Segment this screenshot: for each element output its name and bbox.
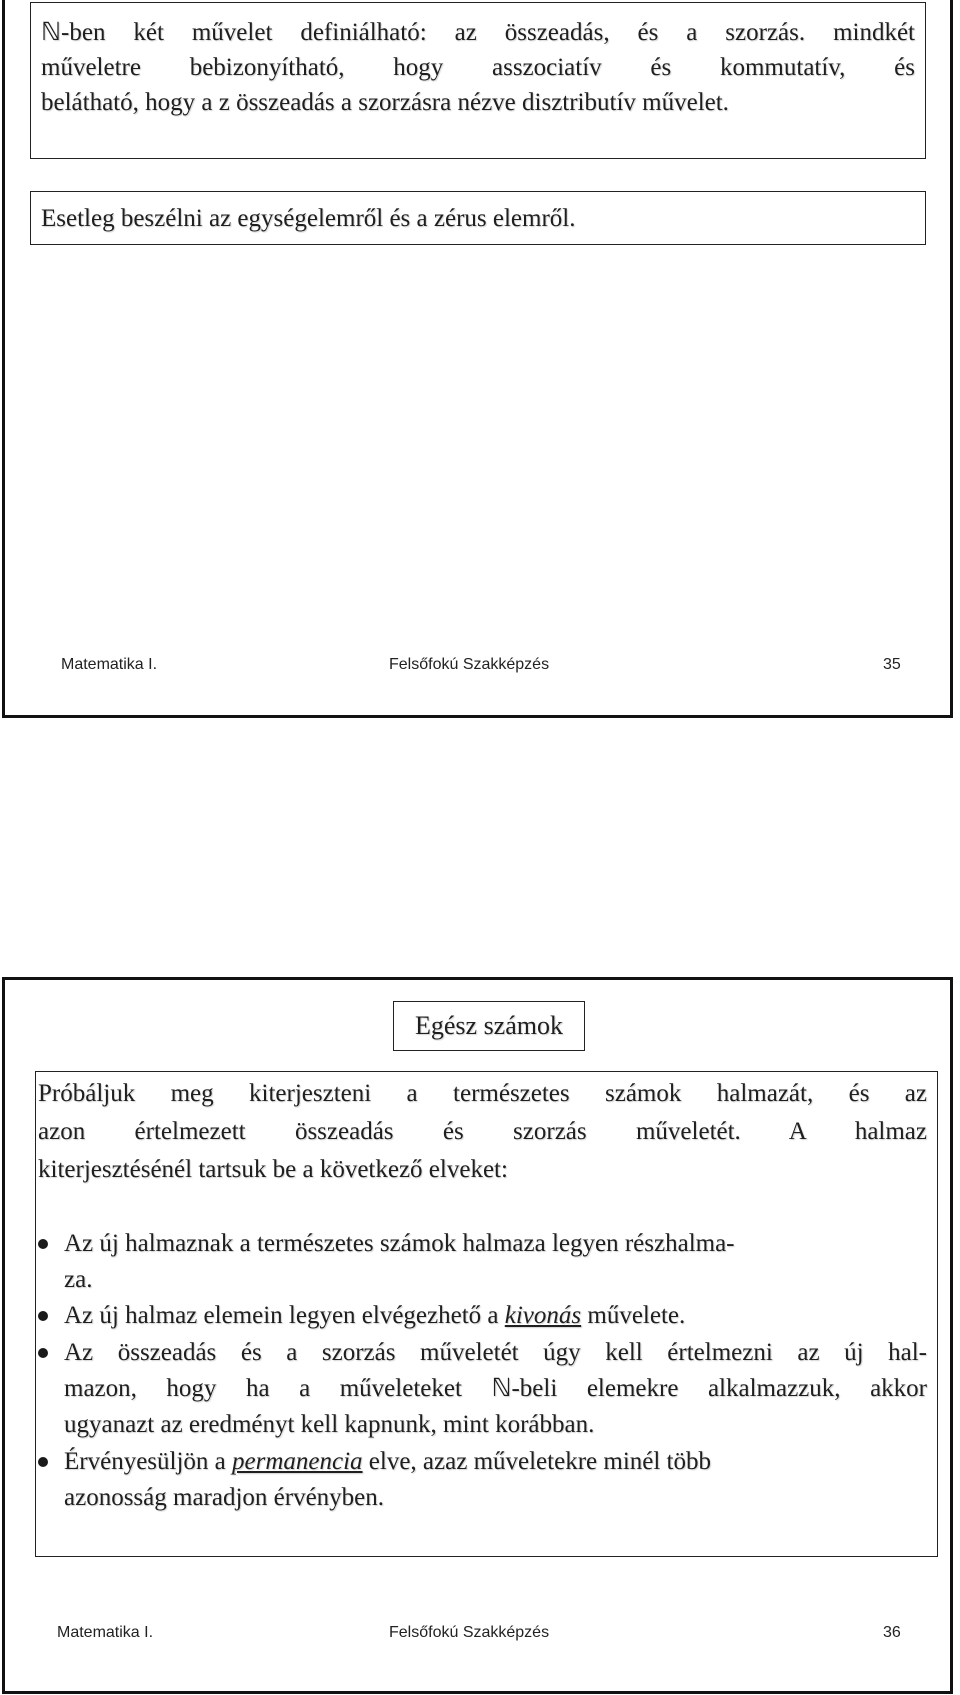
slide-title: Egész számok [414, 1011, 563, 1040]
list-item-text: Érvényesüljön a [64, 1448, 233, 1475]
text-line: ℕ-ben két művelet definiálható: az összeadás, és a szorzás. mindkét [41, 19, 915, 46]
bullet-dot [38, 1311, 48, 1321]
list-item-line: za. [64, 1266, 93, 1293]
text-line: Esetleg beszélni az egységelemről és a zérus elemről. [41, 205, 576, 232]
bullet-dot [38, 1348, 48, 1358]
page-number: 35 [883, 656, 901, 673]
footer-course: Matematika I. [61, 656, 158, 673]
list-item-line: mazon, hogy ha a műveleteket ℕ-beli elemekre alkalmazzuk, akkor [64, 1375, 927, 1402]
list-item-line: Az új halmaznak a természetes számok halmaza legyen részhalma- [64, 1230, 735, 1257]
intro-line: kiterjesztésénél tartsuk be a következő elveket: [38, 1156, 508, 1183]
bullet-dot [38, 1239, 48, 1249]
footer-institution: Felsőfokú Szakképzés [389, 1624, 550, 1641]
intro-line: Próbáljuk meg kiterjeszteni a természetes számok halmazát, és az [38, 1080, 927, 1107]
slide-36 [2, 977, 953, 1694]
list-item [64, 1444, 927, 1480]
text-box-note [30, 191, 926, 245]
bullet-dot [38, 1457, 48, 1467]
text-box-operations [30, 2, 926, 159]
slide-body [35, 1071, 938, 1557]
list-item-text: elve, azaz műveletekre minél több [362, 1448, 711, 1475]
list-item-line: azonosság maradjon érvényben. [64, 1484, 385, 1511]
intro-line: azon értelmezett összeadás és szorzás műveletét. A halmaz [38, 1118, 927, 1145]
slide-35 [2, 0, 953, 718]
footer-course: Matematika I. [57, 1624, 154, 1641]
list-item [64, 1298, 685, 1334]
text-line: műveletre bebizonyítható, hogy asszociatív és kommutatív, és [41, 54, 915, 81]
list-item-text: művelete. [581, 1302, 686, 1329]
term-kivonas: kivonás [504, 1302, 582, 1329]
list-item-line: Az összeadás és a szorzás műveletét úgy kell értelmezni az új hal- [64, 1339, 927, 1366]
page-number: 36 [883, 1624, 901, 1641]
list-item-line: ugyanazt az eredményt kell kapnunk, mint korábban. [64, 1411, 595, 1438]
slide-title-box [393, 1001, 585, 1051]
term-permanencia: permanencia [232, 1448, 363, 1475]
list-item-text: Az új halmaz elemein legyen elvégezhető a [64, 1302, 505, 1329]
text-line: belátható, hogy a z összeadás a szorzásra nézve disztributív művelet. [41, 89, 729, 116]
footer-institution: Felsőfokú Szakképzés [389, 656, 550, 673]
